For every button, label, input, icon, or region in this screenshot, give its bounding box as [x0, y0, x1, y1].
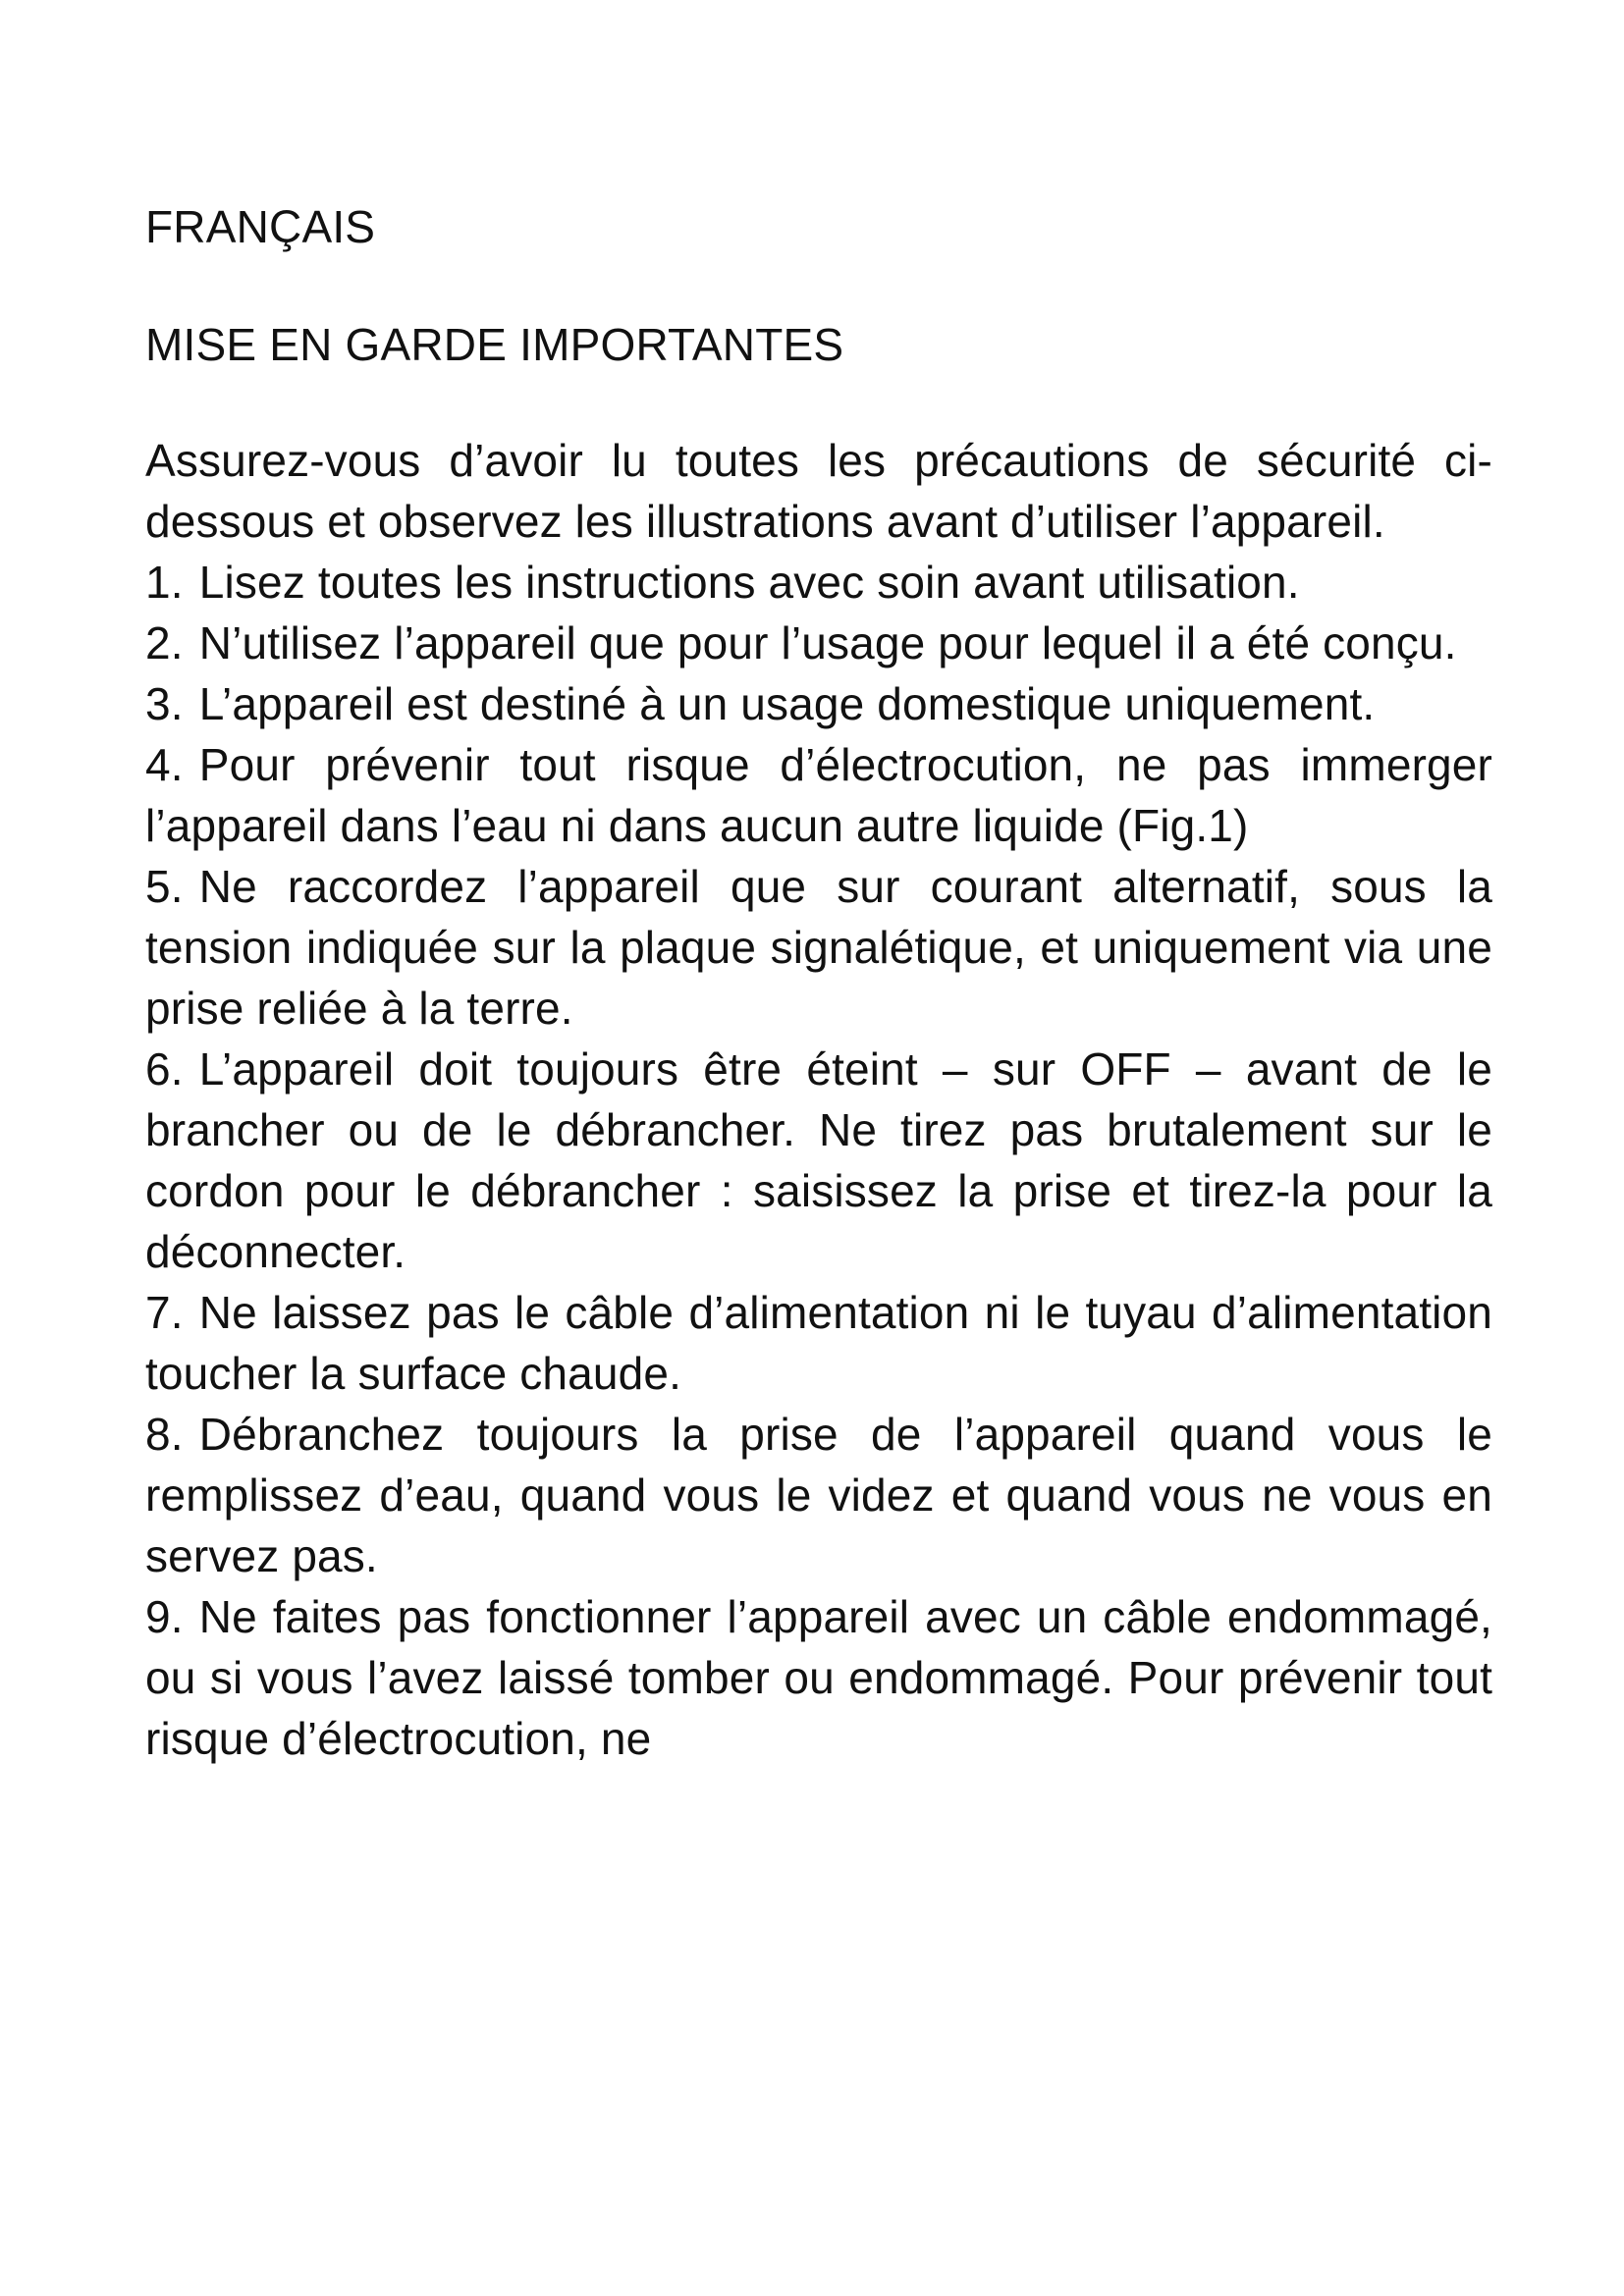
instruction-number: 3. [145, 678, 184, 729]
language-heading: FRANÇAIS [145, 201, 376, 252]
instruction-text: Ne laissez pas le câble d’alimentation ni le tuyau d’alimentation toucher la surface chaude. [145, 1287, 1492, 1399]
instruction-number: 6. [145, 1043, 184, 1095]
instruction-number: 7. [145, 1287, 184, 1338]
instruction-text: L’appareil doit toujours être éteint – sur OFF – avant de le brancher ou de le débrancher. Ne tirez pas brutalement sur le cordon pour le débrancher : saisissez la prise et tirez-la pour la déconnecter. [145, 1043, 1492, 1277]
instruction-number: 1. [145, 557, 184, 608]
instruction-item-6 [145, 1039, 1492, 1282]
important-warnings-title: MISE EN GARDE IMPORTANTES [145, 319, 844, 370]
intro-paragraph: Assurez-vous d’avoir lu toutes les précautions de sécurité ci-dessous et observez les illustrations avant d’utiliser l’appareil. [145, 435, 1492, 547]
instruction-text: Ne raccordez l’appareil que sur courant alternatif, sous la tension indiquée sur la plaque signalétique, et uniquement via une prise reliée à la terre. [145, 861, 1492, 1034]
instruction-item-7 [145, 1282, 1492, 1404]
instruction-text: Pour prévenir tout risque d’électrocution, ne pas immerger l’appareil dans l’eau ni dans aucun autre liquide (Fig.1) [145, 739, 1492, 851]
instruction-item-9 [145, 1586, 1492, 1769]
instruction-item-4 [145, 734, 1492, 856]
instruction-number: 5. [145, 861, 184, 912]
instruction-item-1 [145, 552, 1492, 613]
instruction-text: N’utilisez l’appareil que pour l’usage pour lequel il a été conçu. [198, 617, 1457, 668]
instruction-item-2 [145, 613, 1492, 673]
document-page [145, 196, 1492, 1769]
instruction-number: 9. [145, 1591, 184, 1642]
instruction-text: Ne faites pas fonctionner l’appareil avec un câble endommagé, ou si vous l’avez laissé tomber ou endommagé. Pour prévenir tout risque d’électrocution, ne [145, 1591, 1492, 1764]
safety-instructions [145, 430, 1492, 1769]
instruction-text: L’appareil est destiné à un usage domestique uniquement. [198, 678, 1376, 729]
instruction-list [145, 552, 1492, 1769]
instruction-item-8 [145, 1404, 1492, 1586]
instruction-text: Lisez toutes les instructions avec soin avant utilisation. [198, 557, 1300, 608]
instruction-text: Débranchez toujours la prise de l’appareil quand vous le remplissez d’eau, quand vous le videz et quand vous ne vous en servez pas. [145, 1409, 1492, 1581]
instruction-number: 2. [145, 617, 184, 668]
instruction-item-5 [145, 856, 1492, 1039]
instruction-number: 4. [145, 739, 184, 790]
instruction-item-3 [145, 673, 1492, 734]
instruction-number: 8. [145, 1409, 184, 1460]
